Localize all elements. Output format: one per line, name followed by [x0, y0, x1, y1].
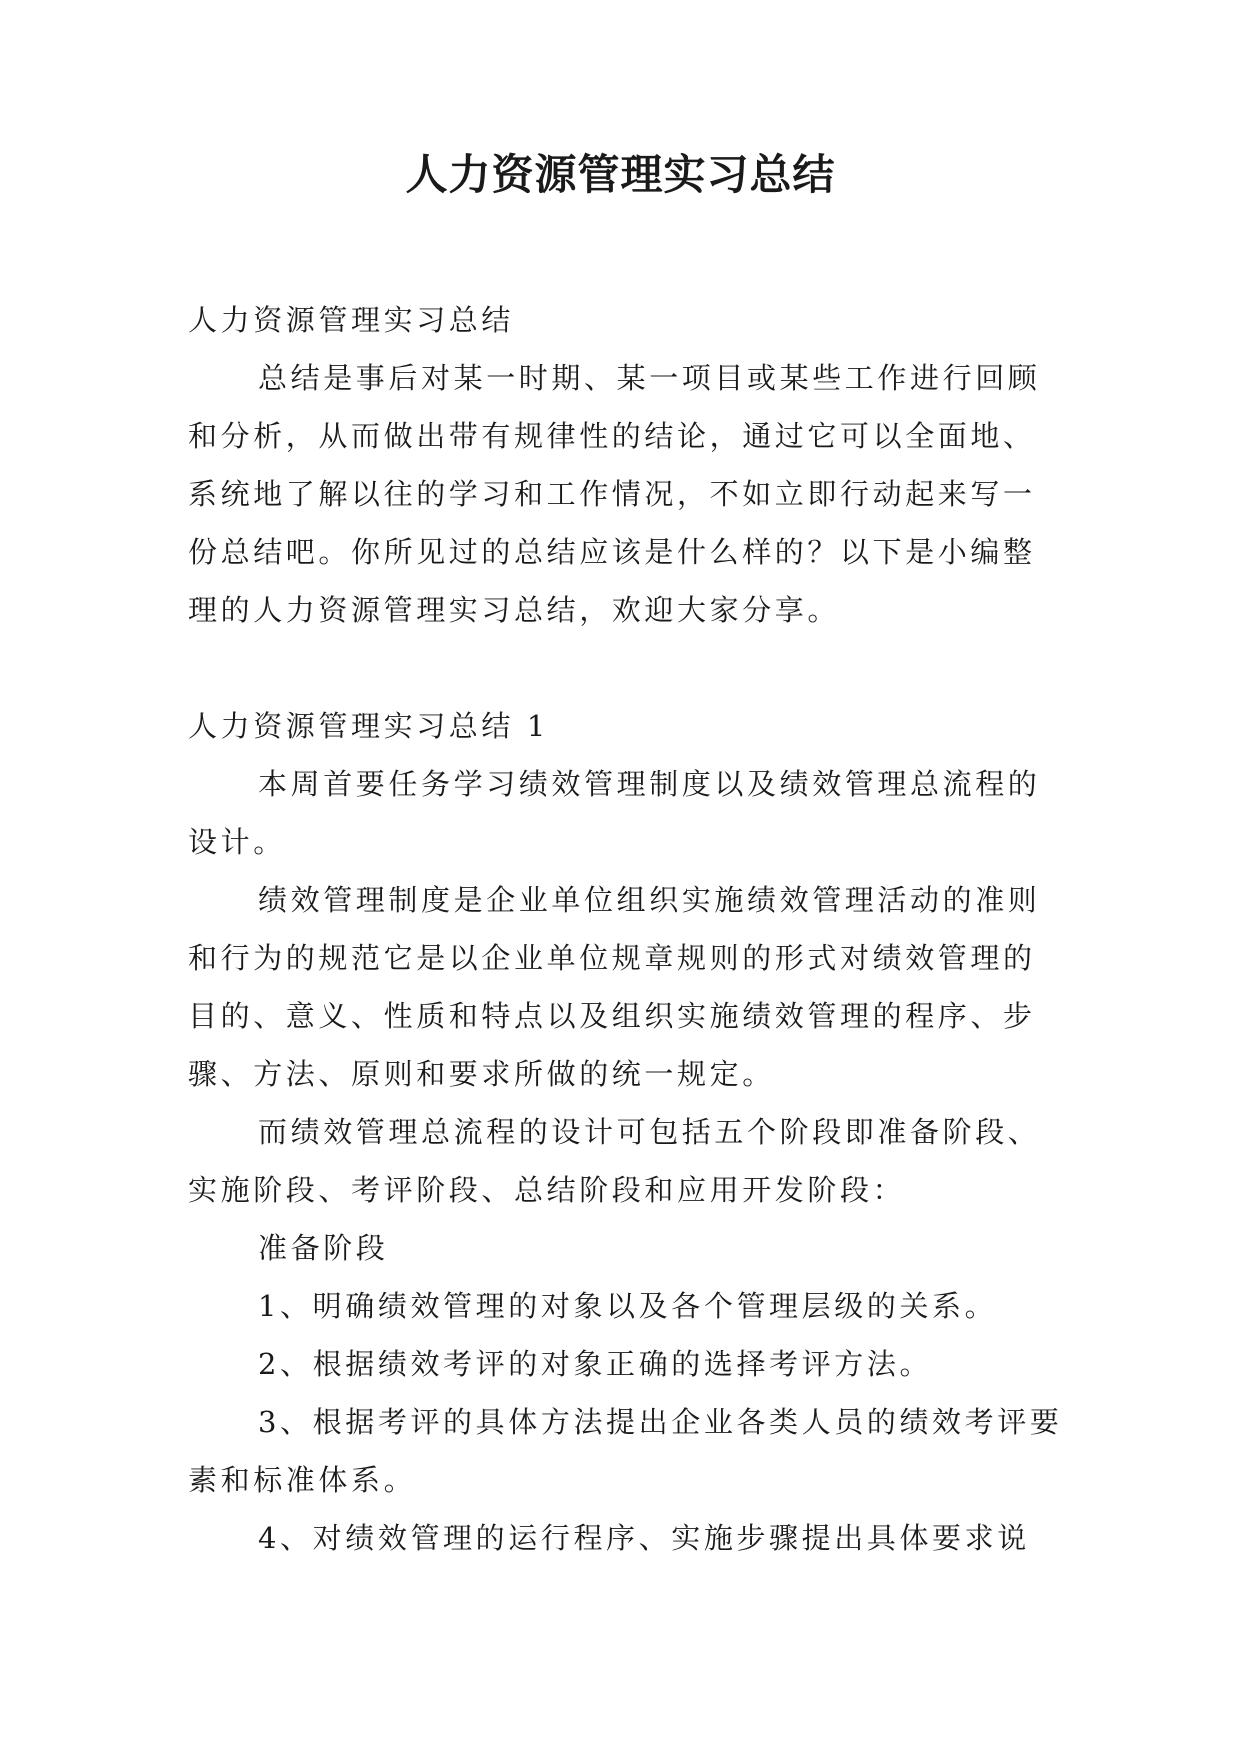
intro-paragraph: 总结是事后对某一时期、某一项目或某些工作进行回顾和分析，从而做出带有规律性的结论，通过它可以全面地、系统地了解以往的学习和工作情况，不如立即行动起来写一份总结吧。你所见过的总结应该是什么样的？以下是小编整理的人力资源管理实习总结，欢迎大家分享。	[188, 361, 1041, 627]
paragraph: 本周首要任务学习绩效管理制度以及绩效管理总流程的设计。	[188, 767, 1041, 859]
section-heading: 人力资源管理实习总结 1	[188, 709, 549, 743]
document-title: 人力资源管理实习总结	[405, 150, 836, 199]
paragraph: 绩效管理制度是企业单位组织实施绩效管理活动的准则和行为的规范它是以企业单位规章规则的形式对绩效管理的目的、意义、性质和特点以及组织实施绩效管理的程序、步骤、方法、原则和要求所做的统一规定。	[188, 883, 1041, 1091]
stage-heading: 准备阶段	[258, 1231, 389, 1265]
list-item: 3、根据考评的具体方法提出企业各类人员的绩效考评要素和标准体系。	[188, 1405, 1063, 1497]
paragraph: 而绩效管理总流程的设计可包括五个阶段即准备阶段、实施阶段、考评阶段、总结阶段和应用开发阶段：	[188, 1115, 1041, 1207]
list-item: 4、对绩效管理的运行程序、实施步骤提出具体要求说	[258, 1521, 1030, 1555]
document-subtitle: 人力资源管理实习总结	[188, 303, 515, 337]
list-item: 1、明确绩效管理的对象以及各个管理层级的关系。	[258, 1289, 998, 1323]
list-item: 2、根据绩效考评的对象正确的选择考评方法。	[258, 1347, 933, 1381]
document-body	[188, 291, 1064, 1567]
section-gap	[188, 639, 1064, 697]
